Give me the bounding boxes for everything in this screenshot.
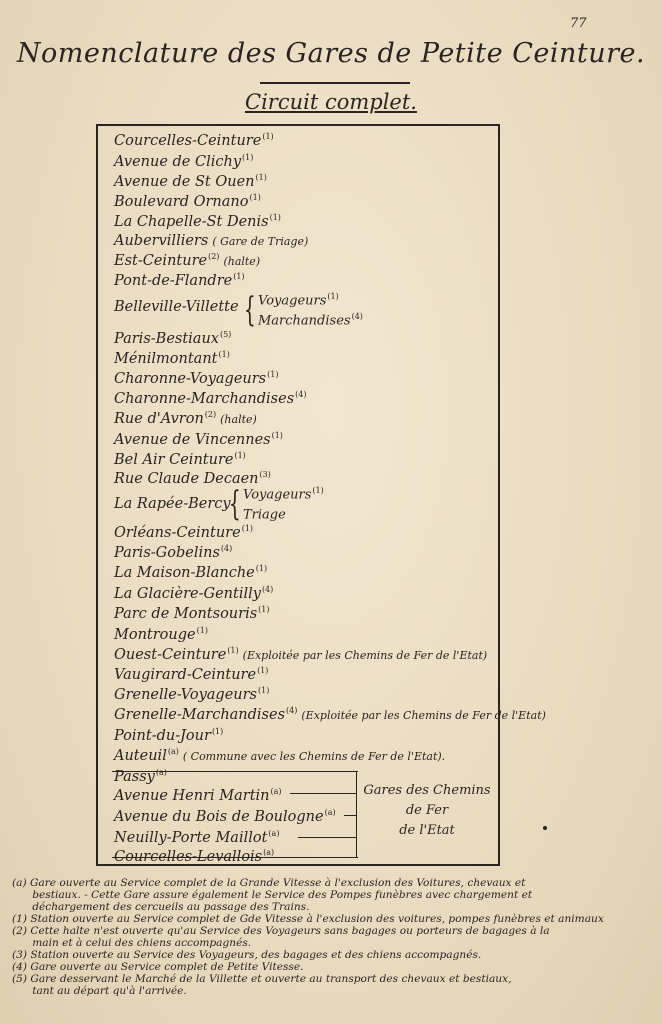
station-name: Avenue de Clichy [114,153,242,170]
station-name: Passy [114,768,155,785]
station-row [114,410,257,427]
station-name: Paris-Bestiaux [114,330,219,347]
page-title: Nomenclature des Gares de Petite Ceinture. [16,38,646,69]
footnote-line: (1) Station ouverte au Service complet de Gde Vitesse à l'exclusion des voitures, pompes funèbres et animaux [12,913,604,925]
group-line-5 [112,857,358,858]
station-name: Ménilmontant [114,350,218,367]
station-row [114,213,281,230]
footnote-line: (4) Gare ouverte au Service complet de Petite Vitesse. [12,961,304,973]
station-footnote-mark: (1) [262,132,274,141]
station-row [114,524,253,541]
station-row [114,233,308,249]
station-row [114,431,283,448]
station-name: Avenue de St Ouen [114,173,255,190]
station-footnote-mark: (4) [286,706,298,715]
group-bracket [356,771,357,857]
station-row [114,350,230,367]
station-row [114,646,487,663]
page-number: 77 [570,16,587,31]
station-footnote-mark: (a) [167,747,179,756]
station-name: Charonne-Marchandises [114,390,295,407]
station-name: Auteuil [114,747,167,764]
station-footnote-mark: (1) [258,605,270,614]
rapee-brace: { [228,484,241,524]
station-name: Point-du-Jour [114,727,211,744]
side-note-line: Gares des Chemins [363,783,491,798]
station-footnote-mark: (2) [208,252,220,261]
station-footnote-mark: (1) [258,686,270,695]
station-footnote-mark: (1) [257,666,269,675]
side-note-line: de Fer [405,803,449,818]
station-name: Avenue du Bois de Boulogne [114,808,324,825]
station-row [114,132,274,149]
station-name: La Glacière-Gentilly [114,585,261,602]
station-row [114,330,231,347]
station-row [114,829,279,846]
station-footnote-mark: (1) [218,350,230,359]
station-row [114,626,208,643]
station-row [114,666,268,683]
station-row [114,787,282,804]
station-footnote-mark: (1) [267,370,279,379]
station-footnote-mark: (1) [227,646,239,655]
station-footnote-mark: (1) [242,153,254,162]
station-note: (Exploitée par les Chemins de Fer de l'Etat) [242,648,488,662]
station-footnote-mark: (4) [220,544,233,553]
station-name: Ouest-Ceinture [114,646,227,663]
station-footnote-mark: (1) [255,173,267,182]
page-subtitle: Circuit complet. [245,90,417,114]
station-name: Montrouge [114,626,196,643]
station-name: Charonne-Voyageurs [114,370,267,387]
ink-dot [543,826,547,830]
group-line-2 [290,793,356,794]
station-footnote-mark: (1) [234,451,246,460]
station-name: Neuilly-Porte Maillot [114,829,268,846]
station-name: Paris-Gobelins [114,544,220,561]
station-name: Grenelle-Voyageurs [114,686,257,703]
footnote-line: déchargement des cercueils au passage des Trains. [12,901,310,913]
station-name: Rue Claude Decaen [114,470,259,487]
station-name: Parc de Montsouris [114,605,258,622]
station-footnote-mark: (1) [211,727,224,736]
station-row [114,299,239,315]
station-footnote-mark: (3) [259,470,271,479]
station-row [114,252,260,269]
station-note: ( Commune avec les Chemins de Fer de l'Etat). [182,749,446,763]
station-footnote-mark: (4) [295,390,307,399]
footnote-line: (5) Gare desservant le Marché de la Villette et ouverte au transport des chevaux et bestiaux, [12,973,512,985]
station-row [114,544,232,561]
station-footnote-mark: (5) [219,330,232,339]
station-name: Aubervilliers [114,233,209,249]
station-row [114,808,336,825]
station-row [114,272,245,289]
station-name: La Maison-Blanche [114,564,255,581]
station-name: Vaugirard-Ceinture [114,666,257,683]
side-note-line: de l'Etat [399,823,455,838]
station-row [114,153,253,170]
station-footnote-mark: (a) [263,848,275,857]
group-line-4 [298,837,356,838]
station-row [114,193,261,210]
belleville-marchandises: Marchandises$^{(4)}$ [258,312,363,329]
station-footnote-mark: (1) [196,626,208,635]
footnote-line: main et à celui des chiens accompagnés. [12,937,252,949]
station-footnote-mark: (a) [270,787,282,796]
etat-side-note [362,781,492,841]
footnote-line: tant au départ qu'à l'arrivée. [12,985,187,997]
station-footnote-mark: (1) [241,524,254,533]
group-line-1 [112,771,358,772]
station-row [114,451,246,468]
station-note: (halte) [220,412,257,426]
station-name: La Rapée-Bercy [114,496,231,512]
station-row [114,747,445,764]
station-name: Boulevard Ornano [114,193,249,210]
station-footnote-mark: (1) [249,193,261,202]
belleville-voyageurs: Voyageurs$^{(1)}$ [258,292,339,309]
title-underline [260,82,410,84]
station-name: Avenue de Vincennes [114,431,271,448]
footnote-line: bestiaux. - Cette Gare assure également le Service des Pompes funèbres avec chargement et [12,889,533,901]
station-row [114,585,273,602]
station-row [114,470,271,487]
station-footnote-mark: (a) [268,829,280,838]
station-name: Est-Ceinture [114,252,208,269]
belleville-brace: { [243,290,256,330]
station-row [114,390,307,407]
station-name: Avenue Henri Martin [114,787,270,804]
station-name: Grenelle-Marchandises [114,706,286,723]
station-name: Belleville-Villette [114,299,239,315]
station-name: Courcelles-Ceinture [114,132,262,149]
footnote-line: (a) Gare ouverte au Service complet de la Grande Vitesse à l'exclusion des Voitures, chevaux et [12,877,526,889]
station-name: Orléans-Ceinture [114,524,241,541]
station-footnote-mark: (1) [233,272,245,281]
station-note: (halte) [223,254,261,268]
station-note: ( Gare de Triage) [212,235,309,248]
station-name: La Chapelle-St Denis [114,213,269,230]
station-footnote-mark: (1) [255,564,268,573]
rapee-voyageurs: Voyageurs$^{(1)}$ [243,486,324,503]
station-footnote-mark: (1) [269,213,281,222]
footnote-line: (3) Station ouverte au Service des Voyageurs, des bagages et des chiens accompagnés. [12,949,482,961]
footnote-line: (2) Cette halte n'est ouverte qu'au Service des Voyageurs sans bagages ou porteurs de bagages à la [12,925,550,937]
station-footnote-mark: (a) [324,808,336,817]
rapee-triage: Triage [243,507,286,523]
station-row [114,496,231,512]
station-row [114,605,270,622]
station-footnote-mark: (2) [204,410,217,419]
station-row [114,370,278,387]
station-name: Rue d'Avron [114,410,204,427]
station-row [114,173,267,190]
station-row [114,706,546,723]
group-line-3 [344,815,356,816]
station-footnote-mark: (a) [155,768,167,777]
station-row [114,727,223,744]
station-note: (Exploitée par les Chemins de Fer de l'Etat) [301,708,546,722]
station-row [114,564,267,581]
station-name: Pont-de-Flandre [114,272,233,289]
station-name: Bel Air Ceinture [114,451,234,468]
station-name: Courcelles-Levallois [114,848,263,865]
station-row [114,686,269,703]
station-footnote-mark: (4) [261,585,274,594]
station-footnote-mark: (1) [271,431,283,440]
